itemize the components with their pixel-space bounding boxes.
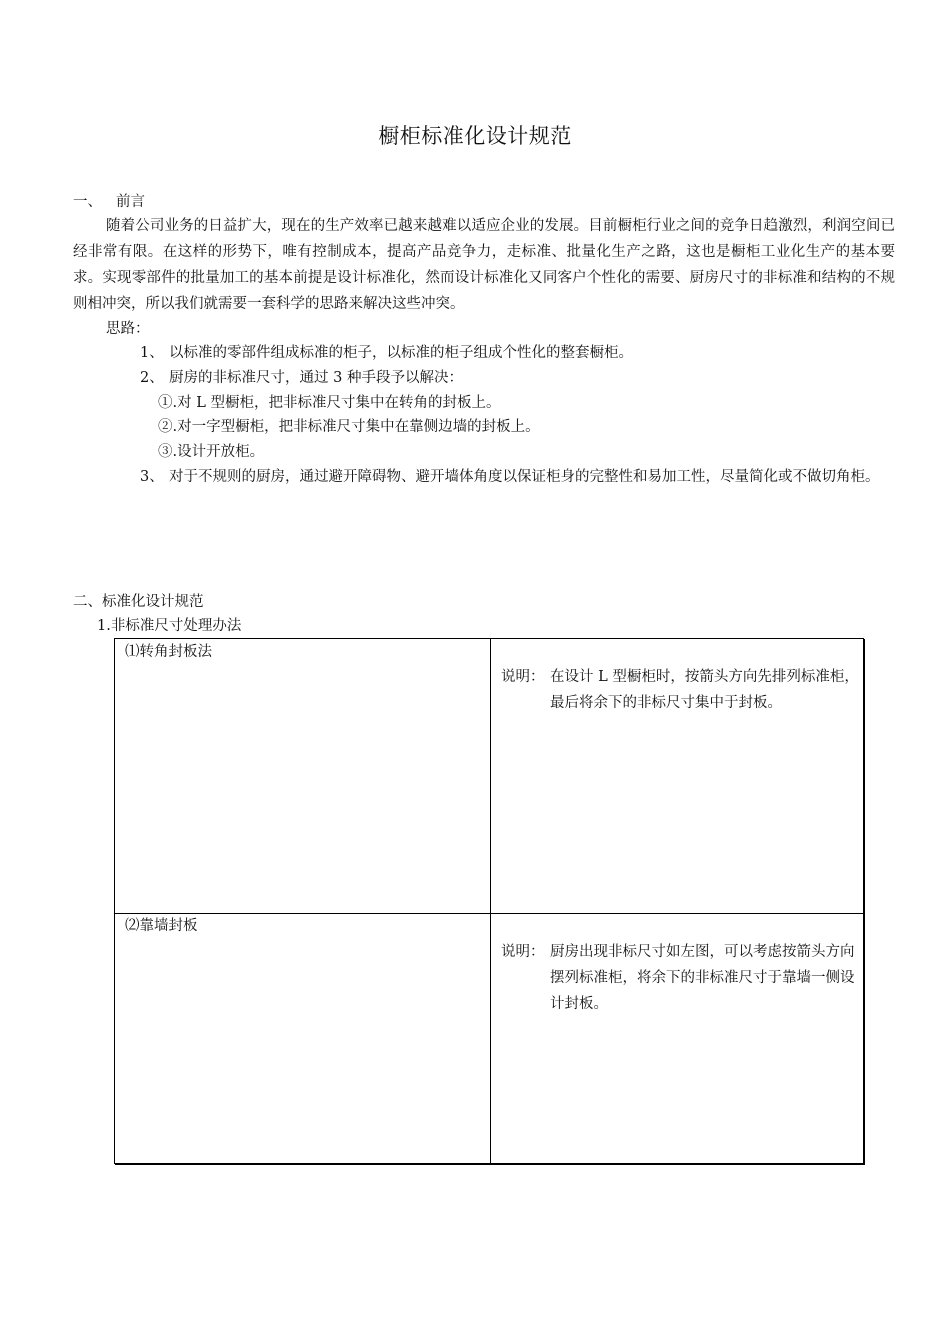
idea-item-number: 1、 bbox=[140, 345, 164, 361]
note-text: 在设计 L 型橱柜时，按箭头方向先排列标准柜，最后将余下的非标尺寸集中于封板。 bbox=[550, 669, 859, 711]
corner-panel-method-label: ⑴转角封板法 bbox=[125, 644, 212, 660]
idea-item-text: 以标准的零部件组成标准的柜子，以标准的柜子组成个性化的整套橱柜。 bbox=[169, 345, 633, 361]
method-table bbox=[114, 638, 864, 1164]
table-divider-horizontal bbox=[115, 913, 863, 914]
note-lead: 说明： bbox=[501, 669, 545, 685]
corner-panel-note bbox=[501, 664, 863, 716]
idea-item-text: 厨房的非标准尺寸，通过 3 种手段予以解决： bbox=[169, 370, 463, 386]
section1-heading-number: 一、 bbox=[73, 194, 102, 210]
preface-paragraph: 随着公司业务的日益扩大，现在的生产效率已越来越难以适应企业的发展。目前橱柜行业之间的竞争日趋激烈，利润空间已经非常有限。在这样的形势下，唯有控制成本，提高产品竞争力，走标准、批量化生产之路，这也是橱柜工业化生产的基本要求。实现零部件的批量加工的基本前提是设计标准化，然而设计标准化又同客户个性化的需要、厨房尺寸的非标准和结构的不规则相冲突，所以我们就需要一套科学的思路来解决这些冲突。 bbox=[73, 218, 895, 312]
note-lead: 说明： bbox=[501, 944, 545, 960]
sub-item-2: ②.对一字型橱柜，把非标准尺寸集中在靠侧边墙的封板上。 bbox=[158, 419, 540, 435]
wall-panel-note bbox=[501, 939, 863, 1017]
sub-item-1: ①.对 L 型橱柜，把非标准尺寸集中在转角的封板上。 bbox=[158, 395, 501, 411]
document-title: 橱柜标准化设计规范 bbox=[378, 124, 572, 148]
section1-heading bbox=[73, 189, 145, 215]
note-text: 厨房出现非标尺寸如左图，可以考虑按箭头方向摆列标准柜，将余下的非标准尺寸于靠墙一侧设计封板。 bbox=[550, 944, 855, 1012]
section2-heading: 二、标准化设计规范 bbox=[73, 594, 204, 610]
sub-item-3: ③.设计开放柜。 bbox=[158, 444, 265, 460]
idea-item-1 bbox=[140, 340, 633, 366]
section1-heading-text: 前言 bbox=[116, 194, 145, 210]
idea-item-number: 3、 bbox=[140, 469, 164, 485]
idea-item-2 bbox=[140, 365, 463, 391]
section2-subheading: 1.非标准尺寸处理办法 bbox=[97, 618, 242, 634]
idea-item-3 bbox=[140, 464, 892, 490]
idea-item-text: 对于不规则的厨房，通过避开障碍物、避开墙体角度以保证柜身的完整性和易加工性，尽量简化或不做切角柜。 bbox=[169, 469, 880, 485]
idea-label: 思路： bbox=[106, 321, 150, 337]
table-divider-vertical bbox=[490, 639, 491, 1163]
idea-item-number: 2、 bbox=[140, 370, 164, 386]
wall-panel-method-label: ⑵靠墙封板 bbox=[125, 918, 198, 934]
